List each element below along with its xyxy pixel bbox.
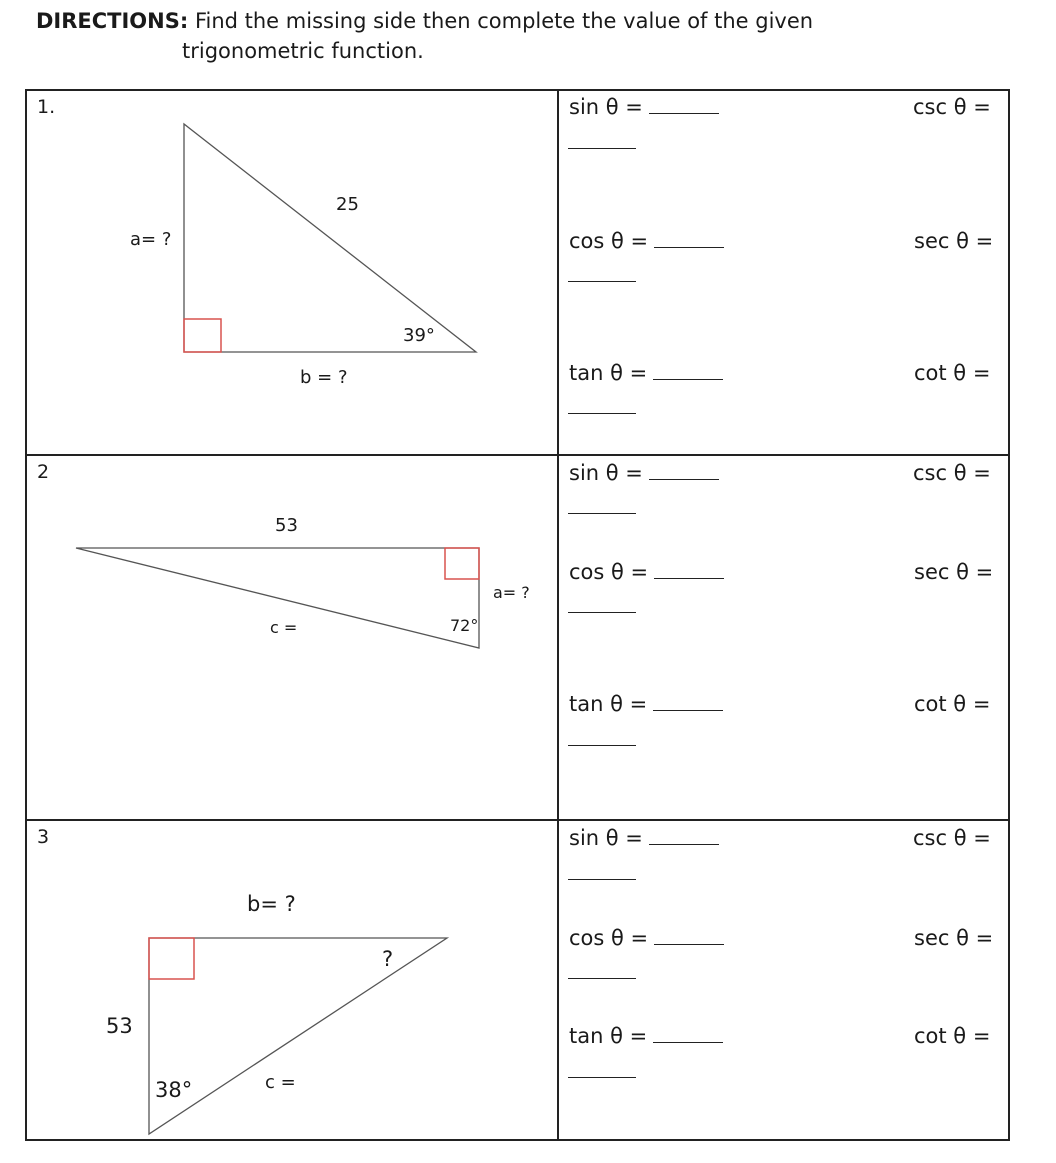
tan-field-1: tan θ = <box>569 361 723 385</box>
csc-label-2: csc θ = <box>913 461 991 485</box>
cot-blank-2[interactable] <box>568 745 636 746</box>
cot-blank-3[interactable] <box>568 1077 636 1078</box>
triangle-1-side-b-label: b = ? <box>300 367 348 388</box>
triangle-3-angle-label: 38° <box>155 1078 193 1102</box>
sec-blank-2[interactable] <box>568 612 636 613</box>
sec-label-3: sec θ = <box>914 926 994 950</box>
sin-field-3: sin θ = <box>569 826 719 850</box>
triangle-2-angle-label: 72° <box>450 616 479 635</box>
cot-label-2: cot θ = <box>914 692 991 716</box>
triangle-3-side-label: 53 <box>106 1014 133 1038</box>
problem-number-3: 3 <box>37 826 50 848</box>
cos-field-2: cos θ = <box>569 560 724 584</box>
problem-number-2: 2 <box>37 461 50 483</box>
sin-blank-1[interactable] <box>649 95 719 114</box>
sin-field-1: sin θ = <box>569 95 719 119</box>
sec-blank-3[interactable] <box>568 978 636 979</box>
triangle-2-side-c-label: c = <box>270 618 298 637</box>
tan-field-2: tan θ = <box>569 692 723 716</box>
csc-blank-1[interactable] <box>568 148 636 149</box>
cos-field-3: cos θ = <box>569 926 724 950</box>
sin-field-2: sin θ = <box>569 461 719 485</box>
right-angle-marker-1 <box>184 319 221 352</box>
tan-blank-3[interactable] <box>653 1024 723 1043</box>
cos-blank-1[interactable] <box>654 229 724 248</box>
sin-blank-2[interactable] <box>649 461 719 480</box>
tan-blank-1[interactable] <box>653 361 723 380</box>
sec-label-1: sec θ = <box>914 229 994 253</box>
tan-blank-2[interactable] <box>653 692 723 711</box>
triangle-1-angle-label: 39° <box>403 325 435 346</box>
csc-label-1: csc θ = <box>913 95 991 119</box>
cos-field-1: cos θ = <box>569 229 724 253</box>
triangle-3-side-c-label: c = <box>265 1072 296 1093</box>
csc-blank-3[interactable] <box>568 879 636 880</box>
cot-label-3: cot θ = <box>914 1024 991 1048</box>
triangle-3-unknown-angle-label: ? <box>382 947 394 971</box>
triangle-2-top-label: 53 <box>275 515 298 536</box>
triangle-1 <box>184 124 476 352</box>
triangle-2-side-a-label: a= ? <box>493 583 530 602</box>
cot-label-1: cot θ = <box>914 361 991 385</box>
csc-blank-2[interactable] <box>568 513 636 514</box>
problem-number-1: 1. <box>37 96 56 118</box>
triangle-1-side-a-label: a= ? <box>130 229 172 250</box>
triangle-3 <box>149 938 447 1134</box>
triangle-1-hypotenuse-label: 25 <box>336 194 359 215</box>
cos-blank-3[interactable] <box>654 926 724 945</box>
tan-field-3: tan θ = <box>569 1024 723 1048</box>
right-angle-marker-3 <box>149 938 194 979</box>
cos-blank-2[interactable] <box>654 560 724 579</box>
sec-blank-1[interactable] <box>568 281 636 282</box>
sin-blank-3[interactable] <box>649 826 719 845</box>
directions-text-1: Find the missing side then complete the value of the given <box>188 9 814 33</box>
directions-text-2: trigonometric function. <box>182 39 424 63</box>
cot-blank-1[interactable] <box>568 413 636 414</box>
triangle-3-side-b-label: b= ? <box>247 892 296 916</box>
directions-lead: DIRECTIONS: <box>36 9 189 33</box>
csc-label-3: csc θ = <box>913 826 991 850</box>
sec-label-2: sec θ = <box>914 560 994 584</box>
right-angle-marker-2 <box>445 548 479 579</box>
